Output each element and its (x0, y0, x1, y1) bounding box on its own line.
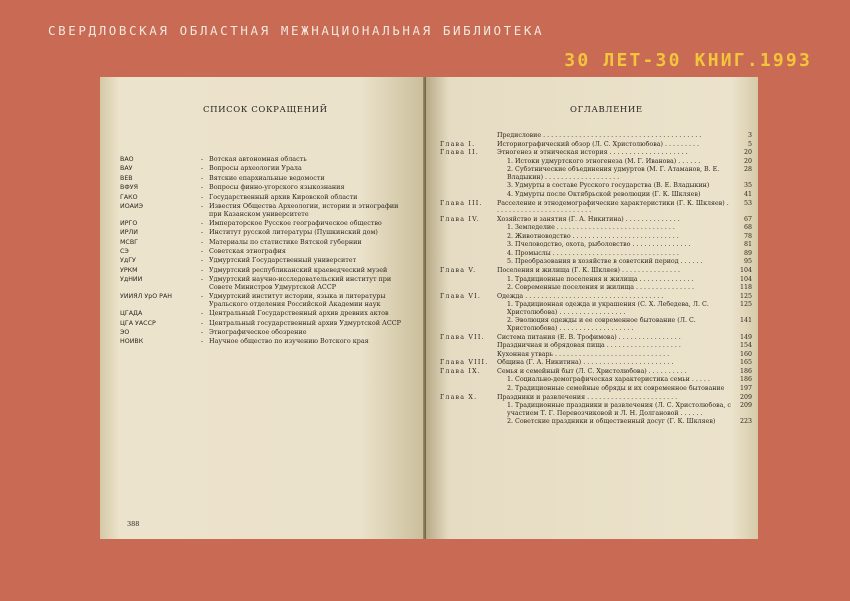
toc-page: 104 (739, 267, 752, 275)
toc-title: 2. Советские праздники и общественный досуг (Г. К. Шкляев) (507, 418, 716, 426)
abbreviation-definition: Известия Общества Археологии, истории и этнографии при Казанском университете (209, 201, 399, 218)
toc-entry (440, 166, 752, 181)
abbreviation-definition: Вятские епархиальные ведомости (209, 173, 325, 182)
toc-title: Семья и семейный быт (Л. С. Христолюбова) . . . . . . . . . . (497, 367, 687, 375)
abbreviation-dash: - (201, 309, 204, 318)
toc-chapter (440, 233, 497, 240)
abbreviation-row (120, 248, 410, 256)
toc-chapter (440, 342, 497, 349)
abbreviation-row (120, 203, 410, 218)
toc-entry (440, 376, 752, 383)
toc-chapter (440, 191, 497, 198)
toc-page: 20 (743, 149, 752, 157)
toc-title: Община (Г. А. Никитина) . . . . . . . . . . . . . . . . . . . . . . . (497, 359, 674, 367)
toc-chapter: Глава II. (440, 149, 480, 157)
toc-chapter (440, 241, 497, 248)
toc-page: 35 (743, 182, 752, 190)
abbreviation-dash: - (201, 337, 204, 346)
abbreviation-dash: - (201, 328, 204, 337)
abbreviation-definition: Вопросы финно-угорского языкознания (209, 183, 345, 192)
toc-page: 89 (743, 249, 752, 257)
toc-entry (440, 241, 752, 248)
toc-entry (440, 359, 752, 366)
toc-chapter: Глава VII. (440, 333, 485, 341)
abbreviation-dash: - (201, 183, 204, 192)
abbreviation-code: УдГУ (120, 257, 136, 265)
toc-page: 197 (739, 384, 752, 392)
toc-chapter (440, 158, 497, 165)
abbreviation-dash: - (201, 228, 204, 237)
abbreviation-row (120, 320, 410, 328)
toc-entry (440, 334, 752, 341)
toc-page: 165 (739, 359, 752, 367)
abbreviation-definition: Советская этнография (209, 247, 286, 256)
abbreviation-definition: Удмуртский Государственный университет (209, 256, 357, 265)
toc-chapter: Глава VIII. (440, 359, 489, 367)
toc-title: Расселение и этнодемографические характеристики (Г. К. Шкляев) . . . . . . . . . . . . . . . . . . . . . . . . . (497, 199, 729, 215)
toc-title: 4. Удмурты после Октябрьской революции (Г. К. Шкляев) (507, 190, 701, 198)
toc-title: 2. Субэтнические объединения удмуртов (М. Г. Атаманов, В. Е. Владыкин) . . . . . . . . . . . . . . . . . . . (507, 166, 720, 181)
toc-page: 149 (739, 333, 752, 341)
abbreviation-definition: Центральный государственный архив Удмуртской АССР (209, 318, 401, 327)
toc-page: 5 (747, 140, 752, 148)
toc-chapter (440, 301, 497, 316)
toc-entry (440, 402, 752, 417)
abbreviation-definition: Государственный архив Кировской области (209, 192, 358, 201)
abbreviation-dash: - (201, 318, 204, 327)
abbreviation-dash: - (201, 256, 204, 265)
toc-title: 2. Эволюция одежды и ее современное бытование (Л. С. Христолюбова) . . . . . . . . . . . . . . . . . . . (507, 317, 696, 332)
toc-chapter: Глава IV. (440, 215, 480, 223)
toc-entry (440, 293, 752, 300)
toc-title: 3. Удмурты в составе Русского государства (В. Е. Владыкин) (507, 182, 710, 190)
toc-chapter (440, 284, 497, 291)
abbreviation-definition: Вотская автономная область (209, 155, 307, 163)
abbreviation-code: ГАКО (120, 193, 138, 201)
toc-page: 67 (743, 215, 752, 223)
abbreviation-row (120, 184, 410, 192)
toc-title: 4. Промыслы . . . . . . . . . . . . . . . . . . . . . . . . . . . . . . . . (507, 249, 679, 257)
toc-title: Система питания (Е. В. Трофимова) . . . . . . . . . . . . . . . . (497, 333, 681, 341)
abbreviation-code: ИОАИЭ (120, 202, 144, 210)
abbreviation-dash: - (201, 164, 204, 173)
toc-page: 41 (743, 190, 752, 198)
toc-entry (440, 394, 752, 401)
toc-page: 53 (743, 199, 752, 207)
abbreviation-row (120, 165, 410, 173)
toc-title: 5. Преобразования в хозяйстве в советский период . . . . . . (507, 258, 703, 266)
abbreviation-dash: - (201, 237, 204, 246)
toc-chapter: Глава X. (440, 393, 478, 401)
toc-entry (440, 182, 752, 189)
toc-chapter (440, 224, 497, 231)
right-page (426, 77, 758, 539)
toc-page: 186 (739, 367, 752, 375)
abbreviation-code: ВЕВ (120, 174, 133, 182)
abbreviation-dash: - (201, 275, 204, 284)
toc-entry (440, 132, 752, 139)
toc-chapter (440, 132, 497, 139)
abbreviation-code: ИРЛИ (120, 229, 138, 237)
toc-title: Одежда . . . . . . . . . . . . . . . . . . . . . . . . . . . . . . . . . . . (497, 292, 664, 300)
abbreviation-dash: - (201, 173, 204, 182)
abbreviation-row (120, 156, 410, 164)
toc-entry (440, 258, 752, 265)
toc-chapter: Глава IX. (440, 367, 481, 375)
toc-page: 81 (743, 241, 752, 249)
abbreviation-definition: Удмуртский республиканский краеведческий музей (209, 265, 388, 274)
toc-title: 1. Традиционные праздники и развлечения (Л. С. Христолюбова, с участием Т. Г. Перевозчиковой и Л. Н. Долгановой . . . . . . (507, 402, 731, 417)
toc-chapter (440, 418, 497, 425)
toc-chapter (440, 166, 497, 181)
toc-chapter (440, 258, 497, 265)
toc-chapter (440, 376, 497, 383)
toc-page: 104 (739, 275, 752, 283)
table-of-contents (440, 132, 752, 427)
toc-chapter (440, 317, 497, 332)
toc-page: 223 (739, 418, 752, 426)
abbreviation-definition: Материалы по статистике Вятской губернии (209, 237, 362, 246)
toc-page: 186 (739, 376, 752, 384)
toc-chapter (440, 351, 497, 358)
toc-page: 125 (739, 292, 752, 300)
toc-title: 3. Пчеловодство, охота, рыболовство . . . . . . . . . . . . . . . (507, 241, 691, 249)
abbreviation-code: ВФУЯ (120, 184, 138, 192)
abbreviation-code: УдНИИ (120, 276, 143, 284)
toc-entry (440, 317, 752, 332)
abbreviations-title: СПИСОК СОКРАЩЕНИЙ (203, 105, 328, 115)
toc-entry (440, 385, 752, 392)
toc-entry (440, 216, 752, 223)
abbreviation-row (120, 194, 410, 202)
toc-entry (440, 200, 752, 215)
toc-entry (440, 418, 752, 425)
abbreviations-list (120, 156, 410, 348)
abbreviation-definition: Императорское Русское географическое общество (209, 218, 382, 227)
toc-entry (440, 141, 752, 148)
abbreviation-definition: Удмуртский научно-исследовательский институт при Совете Министров Удмуртской АССР (209, 275, 392, 291)
abbreviation-definition: Центральный Государственный архив древних актов (209, 309, 389, 318)
abbreviation-definition: Институт русской литературы (Пушкинский дом) (209, 228, 378, 237)
abbreviation-row (120, 276, 410, 291)
toc-entry (440, 250, 752, 257)
toc-chapter: Глава I. (440, 140, 476, 148)
toc-page: 141 (739, 317, 752, 325)
toc-title: Хозяйство и занятия (Г. А. Никитина) . . . . . . . . . . . . . . (497, 215, 680, 223)
page-number: 388 (127, 520, 140, 528)
toc-page: 68 (743, 224, 752, 232)
toc-title: 2. Современные поселения и жилища . . . . . . . . . . . . . . . (507, 284, 695, 292)
abbreviation-code: УРКМ (120, 266, 138, 274)
toc-entry (440, 191, 752, 198)
toc-entry (440, 233, 752, 240)
abbreviation-definition: Вопросы археологии Урала (209, 164, 302, 173)
toc-title: Кухонная утварь . . . . . . . . . . . . . . . . . . . . . . . . . . . . . (497, 350, 670, 358)
toc-page: 3 (747, 132, 752, 139)
toc-title: Предисловие . . . . . . . . . . . . . . . . . . . . . . . . . . . . . . . . . . . . . . . . (497, 132, 702, 139)
toc-page: 118 (739, 284, 752, 292)
toc-entry (440, 149, 752, 156)
abbreviation-code: СЭ (120, 248, 129, 256)
abbreviation-definition: Этнографическое обозрение (209, 328, 307, 337)
toc-entry (440, 267, 752, 274)
open-book (100, 77, 758, 539)
toc-entry (440, 342, 752, 349)
abbreviation-row (120, 239, 410, 247)
toc-page: 154 (739, 342, 752, 350)
library-title: СВЕРДЛОВСКАЯ ОБЛАСТНАЯ МЕЖНАЦИОНАЛЬНАЯ БИБЛИОТЕКА (48, 23, 545, 38)
abbreviation-row (120, 229, 410, 237)
toc-title: 1. Традиционные поселения и жилища . . . . . . . . . . . . . . (507, 275, 694, 283)
abbreviation-row (120, 329, 410, 337)
abbreviation-code: МСВГ (120, 238, 138, 246)
toc-page: 209 (739, 402, 752, 410)
toc-chapter (440, 276, 497, 283)
toc-chapter: Глава VI. (440, 292, 482, 300)
abbreviation-row (120, 257, 410, 265)
toc-title: Поселения и жилища (Г. К. Шкляев) . . . . . . . . . . . . . . . (497, 267, 681, 275)
abbreviation-dash: - (201, 201, 204, 210)
abbreviation-dash: - (201, 218, 204, 227)
toc-title: 1. Земледелие . . . . . . . . . . . . . . . . . . . . . . . . . . . . . . (507, 224, 675, 232)
abbreviation-code: ВАУ (120, 165, 133, 173)
abbreviation-definition: Научное общество по изучению Вотского края (209, 337, 369, 346)
abbreviation-code: ЭО (120, 329, 130, 337)
abbreviation-code: ЦГАДА (120, 310, 143, 318)
abbreviation-row (120, 267, 410, 275)
abbreviation-definition: Удмуртский институт истории, языка и литературы Уральского отделения Российской Академии наук (209, 292, 386, 308)
toc-entry (440, 301, 752, 316)
toc-chapter (440, 402, 497, 417)
abbreviation-dash: - (201, 192, 204, 201)
toc-page: 209 (739, 393, 752, 401)
toc-title: 1. Традиционная одежда и украшения (С. Х. Лебедева, Л. С. Христолюбова) . . . . . . . . . . . . . . . . . (507, 301, 709, 316)
abbreviation-row (120, 175, 410, 183)
toc-entry (440, 351, 752, 358)
toc-title: Этногенез и этническая история . . . . . . . . . . . . . . . . . . . . (497, 149, 688, 157)
toc-entry (440, 158, 752, 165)
toc-chapter (440, 385, 497, 392)
toc-title: Историографический обзор (Л. С. Христолюбова) . . . . . . . . . (497, 140, 700, 148)
abbreviation-code: НОИВК (120, 338, 144, 346)
toc-page: 125 (739, 301, 752, 309)
toc-page: 20 (743, 157, 752, 165)
left-page (100, 77, 426, 539)
toc-chapter (440, 182, 497, 189)
toc-title: 2. Животноводство . . . . . . . . . . . . . . . . . . . . . . . . . . . (507, 232, 679, 240)
toc-entry (440, 284, 752, 291)
abbreviation-dash: - (201, 265, 204, 274)
abbreviation-row (120, 293, 410, 308)
toc-title: 1. Социально-демографическая характеристика семьи . . . . . (507, 376, 710, 384)
toc-title: Праздники и развлечения . . . . . . . . . . . . . . . . . . . . . . . (497, 393, 678, 401)
toc-title: 1. Истоки удмуртского этногенеза (М. Г. Иванова) . . . . . . (507, 157, 701, 165)
toc-page: 78 (743, 232, 752, 240)
abbreviation-code: УИИЯЛ УрО РАН (120, 293, 173, 301)
toc-entry (440, 368, 752, 375)
toc-entry (440, 276, 752, 283)
abbreviation-code: ВАО (120, 156, 134, 163)
toc-title: Праздничная и обрядовая пища . . . . . . . . . . . . . . . . . . . (497, 342, 681, 350)
anniversary-badge: 30 ЛЕТ-30 КНИГ.1993 (564, 50, 812, 71)
toc-title: 2. Традиционные семейные обряды и их современное бытование (507, 384, 725, 392)
abbreviation-code: ИРГО (120, 219, 138, 227)
abbreviation-dash: - (201, 292, 204, 301)
abbreviation-row (120, 338, 410, 346)
toc-page: 95 (743, 258, 752, 266)
toc-chapter: Глава III. (440, 199, 483, 207)
contents-title: ОГЛАВЛЕНИЕ (570, 105, 643, 115)
toc-page: 160 (739, 350, 752, 358)
abbreviation-dash: - (201, 155, 204, 163)
abbreviation-row (120, 310, 410, 318)
toc-chapter (440, 250, 497, 257)
toc-page: 28 (743, 166, 752, 174)
abbreviation-dash: - (201, 247, 204, 256)
abbreviation-row (120, 220, 410, 228)
abbreviation-code: ЦГА УАССР (120, 319, 156, 327)
toc-chapter: Глава V. (440, 267, 477, 275)
toc-entry (440, 224, 752, 231)
